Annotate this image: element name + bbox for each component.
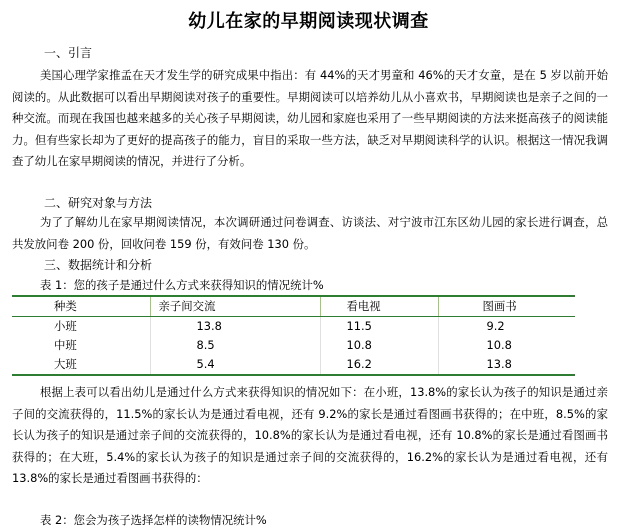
table1-header-tv: 看电视	[320, 296, 438, 317]
table-cell: 中班	[54, 338, 77, 352]
document-title: 幼儿在家的早期阅读现状调查	[188, 11, 429, 32]
intro-paragraph: 美国心理学家推孟在天才发生学的研究成果中指出：有 44%的天才男童和 46%的天才女童，是在 5 岁以前开始阅读的。从此数据可以看出早期阅读对孩子的重要性。早期阅读可以培养幼儿从小喜欢书，早期阅读也是亲子之间的一种交流。而现在我国也越来越多的关心孩子早期阅读，幼儿园和家庭也采用了一些早期阅读的方法来挺高孩子的阅读能力。但有些家长却为了更好的提高孩子的能力，盲目的采取一些方法，缺乏对早期阅读科学的认识。根据这一情况我调查了幼儿在家早期阅读的情况，并进行了分析。	[12, 68, 608, 168]
table-cell: 13.8	[438, 355, 575, 375]
table-cell: 16.2	[320, 355, 438, 375]
table-cell: 11.5	[320, 317, 438, 337]
table-row	[12, 355, 575, 375]
table1	[12, 295, 575, 376]
method-paragraph: 为了了解幼儿在家早期阅读情况，本次调研通过问卷调查、访谈法、对宁波市江东区幼儿园的家长进行调查，总共发放问卷 200 份，回收问卷 159 份，有效问卷 130 份。	[12, 215, 608, 251]
table-cell: 10.8	[320, 336, 438, 355]
table1-header-parent-child: 亲子间交流	[150, 296, 320, 317]
table-cell: 13.8	[150, 317, 320, 337]
analysis-paragraph: 根据上表可以看出幼儿是通过什么方式来获得知识的情况如下：在小班，13.8%的家长认为孩子的知识是通过亲子间的交流获得的，11.5%的家长认为是通过看电视，还有 9.2%的家长是通过看图画书获得的；在中班，8.5%的家长认为孩子的知识是通过亲子间的交流获得的，10.8%的家长认为是通过看电视，还有 10.8%的家长是通过看图画书获得的；在大班，5.4%的家长认为孩子的知识是通过亲子间的交流获得的，16.2%的家长认为是通过看电视，还有 13.8%的家长是通过看图画书获得的：	[12, 385, 608, 485]
table-cell: 小班	[54, 319, 77, 333]
table-row	[12, 317, 575, 337]
table-cell: 大班	[12, 355, 150, 375]
section-heading-analysis: 三、数据统计和分析	[44, 258, 153, 272]
table1-header-picture-book: 图画书	[438, 296, 575, 317]
table-row	[12, 336, 575, 355]
table1-header-row	[12, 296, 575, 317]
section-heading-intro: 一、引言	[44, 46, 93, 60]
table2-caption: 表 2：您会为孩子选择怎样的读物情况统计%	[40, 513, 267, 527]
table1-header-category: 种类	[12, 296, 150, 317]
table-cell: 10.8	[438, 336, 575, 355]
table-cell: 8.5	[150, 336, 320, 355]
table-cell: 5.4	[150, 355, 320, 375]
table-cell: 9.2	[438, 317, 575, 337]
table1-caption: 表 1：您的孩子是通过什么方式来获得知识的情况统计%	[40, 278, 324, 292]
section-heading-method: 二、研究对象与方法	[44, 196, 153, 210]
